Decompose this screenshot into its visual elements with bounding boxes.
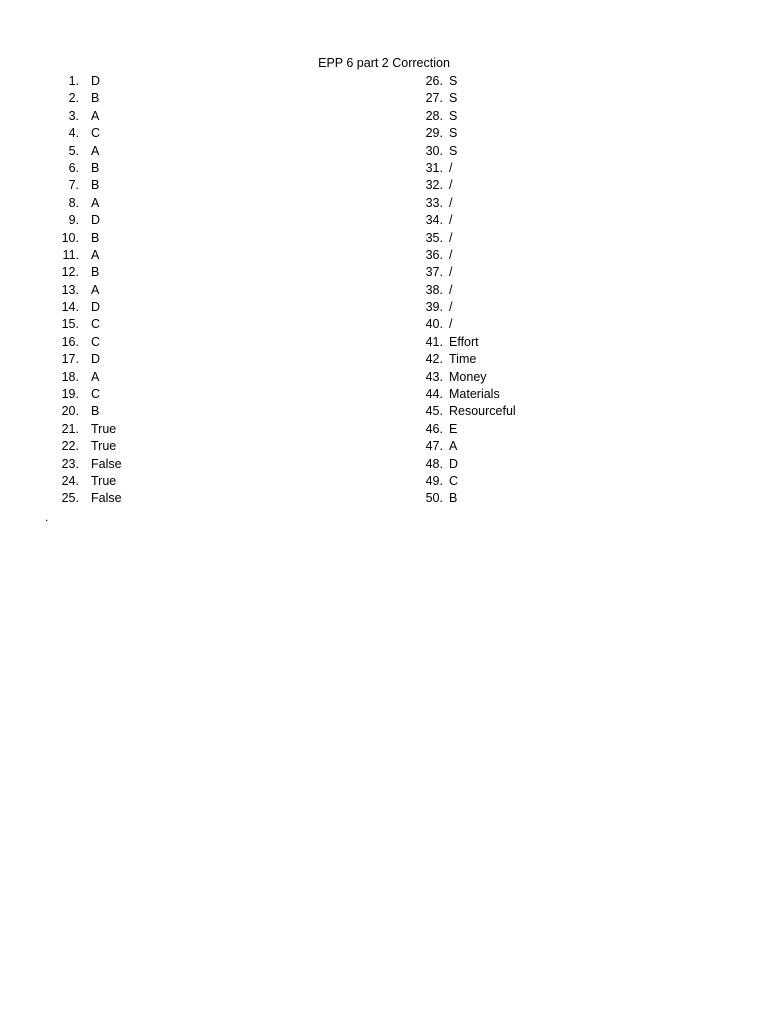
- answer-text: D: [449, 456, 459, 471]
- answer-text: S: [449, 143, 458, 158]
- answer-text: True: [91, 421, 117, 436]
- answer-row: [413, 143, 516, 160]
- answer-text: C: [91, 317, 101, 332]
- answer-row: [413, 264, 516, 281]
- question-number: 32.: [425, 178, 443, 193]
- answer-text: B: [449, 491, 458, 506]
- answer-text: B: [91, 160, 100, 175]
- question-number: 4.: [68, 126, 79, 141]
- answer-text: /: [449, 300, 453, 315]
- answer-text: /: [449, 213, 453, 228]
- answer-text: D: [91, 352, 101, 367]
- answer-row: [52, 369, 122, 386]
- answer-row: [52, 264, 122, 281]
- question-number: 29.: [425, 126, 443, 141]
- answer-row: [52, 108, 122, 125]
- question-number: 10.: [61, 230, 79, 245]
- question-number: 41.: [425, 334, 443, 349]
- answer-text: S: [449, 126, 458, 141]
- answer-text: A: [91, 195, 100, 210]
- answer-row: [52, 90, 122, 107]
- answer-text: False: [91, 491, 122, 506]
- answer-row: [413, 299, 516, 316]
- question-number: 11.: [62, 247, 79, 262]
- answer-row: [52, 212, 122, 229]
- question-number: 49.: [425, 473, 443, 488]
- question-number: 39.: [425, 300, 443, 315]
- answer-row: [413, 282, 516, 299]
- question-number: 31.: [425, 160, 443, 175]
- answer-text: C: [449, 473, 459, 488]
- answer-row: [52, 73, 122, 90]
- answer-text: True: [91, 439, 117, 454]
- answer-row: [413, 177, 516, 194]
- question-number: 20.: [61, 404, 79, 419]
- question-number: 30.: [425, 143, 443, 158]
- answer-row: [52, 230, 122, 247]
- answer-text: B: [91, 230, 100, 245]
- answer-text: A: [91, 282, 100, 297]
- answer-row: [413, 108, 516, 125]
- question-number: 23.: [61, 456, 79, 471]
- answer-row: [52, 195, 122, 212]
- question-number: 14.: [61, 300, 79, 315]
- question-number: 9.: [68, 213, 79, 228]
- answer-text: B: [91, 404, 100, 419]
- answer-text: /: [449, 247, 453, 262]
- question-number: 26.: [425, 74, 443, 88]
- answer-row: [52, 299, 122, 316]
- answer-row: [52, 282, 122, 299]
- question-number: 40.: [425, 317, 443, 332]
- answer-text: False: [91, 456, 122, 471]
- answer-text: /: [449, 178, 453, 193]
- answer-row: [413, 230, 516, 247]
- answer-row: [413, 316, 516, 333]
- answer-text: /: [449, 160, 453, 175]
- question-number: 35.: [425, 230, 443, 245]
- answer-text: Money: [449, 369, 487, 384]
- answer-text: B: [91, 91, 100, 106]
- answer-row: [413, 473, 516, 490]
- answer-row: [413, 490, 516, 507]
- answer-row: [413, 386, 516, 403]
- question-number: 21.: [61, 421, 79, 436]
- answer-row: [413, 73, 516, 90]
- answer-row: [413, 160, 516, 177]
- question-number: 50.: [425, 491, 443, 506]
- answer-row: [413, 438, 516, 455]
- answer-text: D: [91, 300, 101, 315]
- question-number: 34.: [425, 213, 443, 228]
- question-number: 48.: [425, 456, 443, 471]
- answer-row: [413, 125, 516, 142]
- question-number: 17.: [61, 352, 79, 367]
- answer-text: B: [91, 265, 100, 280]
- question-number: 45.: [425, 404, 443, 419]
- answer-row: [52, 438, 122, 455]
- answer-row: [52, 386, 122, 403]
- question-number: 16.: [61, 334, 79, 349]
- answer-text: Materials: [449, 387, 500, 402]
- answer-text: S: [449, 91, 458, 106]
- question-number: 25.: [61, 491, 79, 506]
- answer-text: C: [91, 387, 101, 402]
- question-number: 28.: [425, 108, 443, 123]
- question-number: 19.: [61, 387, 79, 402]
- answer-text: /: [449, 230, 453, 245]
- question-number: 37.: [425, 265, 443, 280]
- answer-text: /: [449, 282, 453, 297]
- answer-row: [52, 316, 122, 333]
- answer-row: [52, 351, 122, 368]
- answer-text: /: [449, 195, 453, 210]
- answer-text: A: [91, 247, 100, 262]
- answer-row: [413, 247, 516, 264]
- answer-row: [52, 490, 122, 507]
- question-number: 47.: [425, 439, 443, 454]
- question-number: 6.: [68, 160, 79, 175]
- answer-row: [52, 421, 122, 438]
- question-number: 18.: [61, 369, 79, 384]
- question-number: 43.: [425, 369, 443, 384]
- question-number: 36.: [425, 247, 443, 262]
- question-number: 8.: [68, 195, 79, 210]
- question-number: 27.: [425, 91, 443, 106]
- question-number: 44.: [425, 387, 443, 402]
- answer-row: [413, 456, 516, 473]
- answer-text: /: [449, 317, 453, 332]
- answer-text: Resourceful: [449, 404, 516, 419]
- answer-row: [413, 212, 516, 229]
- answer-text: C: [91, 126, 101, 141]
- answer-text: /: [449, 265, 453, 280]
- answer-text: True: [91, 473, 117, 488]
- question-number: 22.: [61, 439, 79, 454]
- question-number: 7.: [68, 178, 79, 193]
- answer-row: [413, 195, 516, 212]
- answer-text: Time: [449, 352, 477, 367]
- answer-text: B: [91, 178, 100, 193]
- question-number: 38.: [425, 282, 443, 297]
- answer-text: A: [91, 143, 100, 158]
- answer-row: [413, 90, 516, 107]
- answer-text: E: [449, 421, 458, 436]
- answer-text: A: [449, 439, 458, 454]
- page-title: EPP 6 part 2 Correction: [318, 56, 450, 70]
- question-number: 3.: [68, 108, 79, 123]
- question-number: 12.: [61, 265, 79, 280]
- answer-row: [413, 351, 516, 368]
- answer-row: [52, 143, 122, 160]
- answer-text: C: [91, 334, 101, 349]
- question-number: 33.: [425, 195, 443, 210]
- trailing-mark: .: [45, 510, 49, 524]
- answer-row: [52, 403, 122, 420]
- answer-row: [413, 369, 516, 386]
- answer-list-right: [413, 73, 516, 508]
- question-number: 42.: [425, 352, 443, 367]
- answer-row: [52, 334, 122, 351]
- question-number: 46.: [425, 421, 443, 436]
- question-number: 5.: [68, 143, 79, 158]
- answer-row: [413, 421, 516, 438]
- answer-text: S: [449, 108, 458, 123]
- answer-row: [413, 334, 516, 351]
- answer-row: [52, 177, 122, 194]
- answer-text: D: [91, 213, 101, 228]
- question-number: 15.: [61, 317, 79, 332]
- answer-row: [413, 403, 516, 420]
- answer-row: [52, 473, 122, 490]
- answer-text: A: [91, 108, 100, 123]
- answer-text: D: [91, 74, 101, 88]
- answer-row: [52, 160, 122, 177]
- question-number: 2.: [68, 91, 79, 106]
- answer-text: A: [91, 369, 100, 384]
- answer-row: [52, 247, 122, 264]
- answer-row: [52, 456, 122, 473]
- answer-row: [52, 125, 122, 142]
- question-number: 13.: [61, 282, 79, 297]
- answer-text: S: [449, 74, 458, 88]
- question-number: 1.: [68, 74, 79, 88]
- question-number: 24.: [61, 473, 79, 488]
- answer-list-left: [52, 73, 122, 508]
- answer-text: Effort: [449, 334, 479, 349]
